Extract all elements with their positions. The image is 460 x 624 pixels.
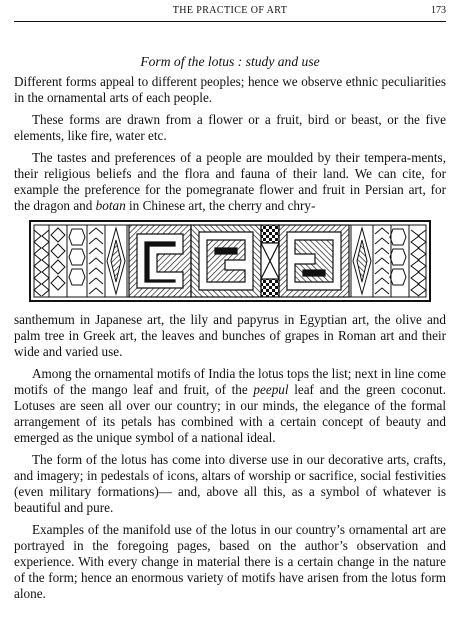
paragraph-5-italic: peepul <box>253 382 289 397</box>
paragraph-5 <box>14 366 446 446</box>
paragraph-6: The form of the lotus has come into diverse use in our decorative arts, crafts, and imagery; in pedestals of icons, altars of worship or sacrifice, social festivities (even military formations)— and, above all this, as a symbol of whatever is beautiful and pure. <box>14 452 446 515</box>
running-head: THE PRACTICE OF ART <box>172 5 288 16</box>
figure-container <box>14 220 446 302</box>
paragraph-5-text-b: leaf and the green coconut. Lotuses are seen all over our country; in our minds, the elegance of the formal arrangement of its petals has combined with a certain concept of beauty and emerged as the unique symbol of a national ideal. <box>14 382 447 445</box>
ornamental-border-figure <box>29 220 431 302</box>
section-title: Form of the lotus : study and use <box>140 54 320 69</box>
page-body <box>14 54 446 608</box>
paragraph-3 <box>14 150 446 214</box>
paragraph-3-text-a: The tastes and preferences of a people are moulded by their tempera-ments, their religious beliefs and the flora and fauna of their land. We can cite, for example the preference for the pomegranate flower and fruit in Persian art, for the dragon and <box>14 150 446 213</box>
paragraph-3-text-b: in Chinese art, the cherry and chry- <box>125 198 316 213</box>
page-header <box>0 0 460 24</box>
paragraph-3-italic: botan <box>95 198 126 213</box>
paragraph-1: Different forms appeal to different peoples; hence we observe ethnic peculiarities in the ornamental arts of each people. <box>14 74 446 105</box>
page-number: 173 <box>431 5 446 16</box>
paragraph-7: Examples of the manifold use of the lotus in our country’s ornamental art are portrayed in the foregoing pages, based on the author’s observation and experience. With every change in material there is a certain change in the nature of the form; hence an enormous variety of motifs have arisen from the lotus form alone. <box>14 522 446 601</box>
paragraph-4: santhemum in Japanese art, the lily and papyrus in Egyptian art, the olive and palm tree in Greek art, the leaves and bunches of grapes in Roman art and their wide and varied use. <box>14 312 446 359</box>
paragraph-5-text-a: Among the ornamental motifs of India the lotus tops the list; next in line come motifs of the mango leaf and fruit, of the <box>14 366 446 397</box>
fret-panels <box>129 225 349 297</box>
header-rule <box>14 21 446 22</box>
paragraph-2: These forms are drawn from a flower or a fruit, bird or beast, or the five elements, like fire, water etc. <box>14 112 446 143</box>
